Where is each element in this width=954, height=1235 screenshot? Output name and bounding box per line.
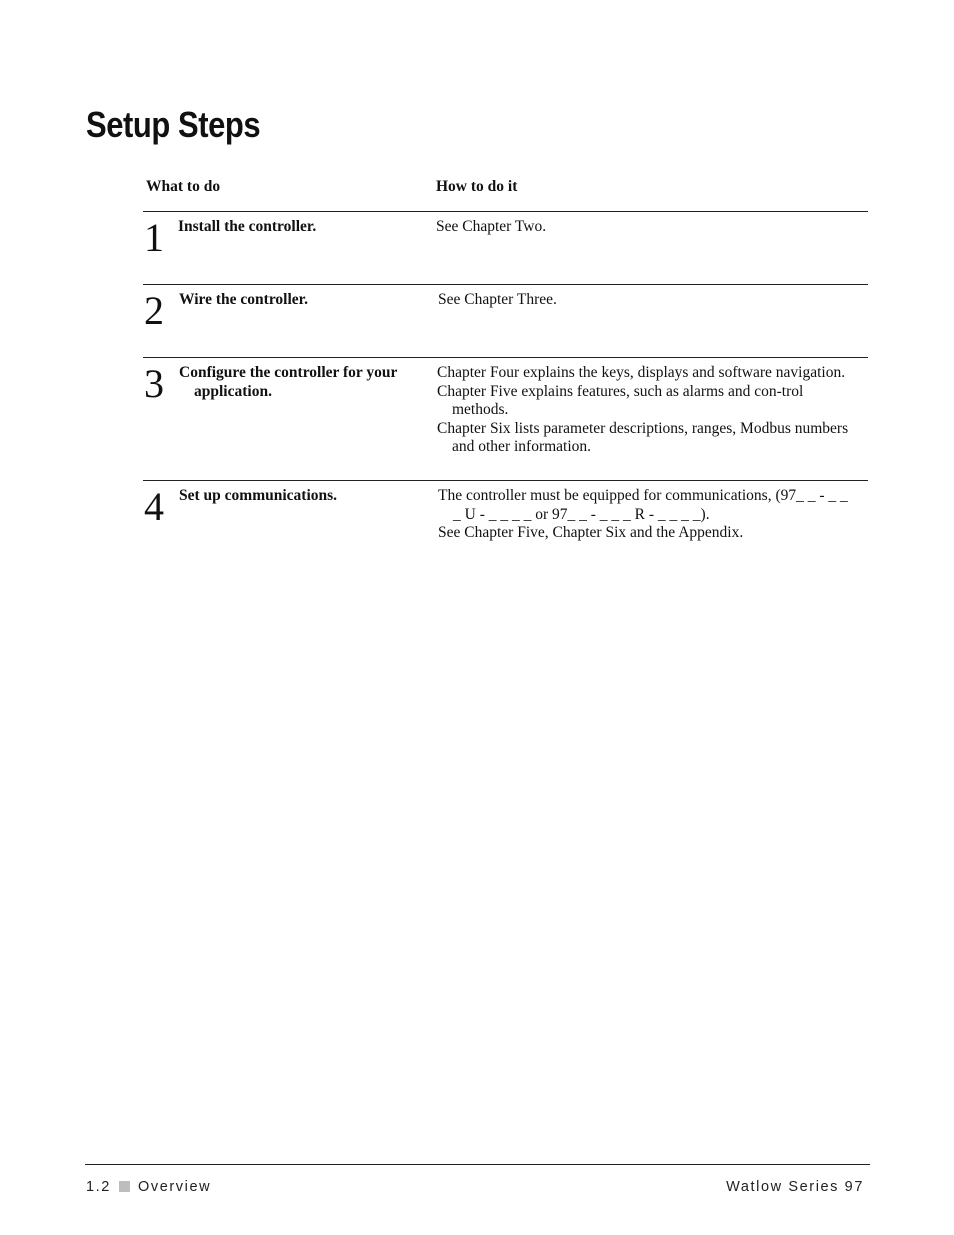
row-divider (143, 480, 868, 481)
section-name: Overview (137, 1179, 212, 1195)
step-number: 3 (144, 361, 164, 406)
page-number: 1.2 (86, 1179, 111, 1195)
instruction-line: See Chapter Two. (436, 218, 547, 235)
instruction-line: Chapter Six lists parameter descriptions, ranges, Modbus numbers and other information. (437, 419, 849, 456)
step-action (178, 217, 418, 236)
step-action-text: Install the controller. (178, 218, 317, 235)
footer-product: Watlow Series 97 (726, 1179, 864, 1195)
step-instructions (437, 364, 851, 457)
step-number: 1 (144, 215, 164, 260)
step-action-text: Configure the controller for your application. (179, 364, 398, 400)
row-divider (143, 284, 868, 285)
step-number: 4 (144, 484, 164, 529)
step-instructions (438, 291, 858, 310)
step-action (179, 290, 419, 309)
instruction-line: See Chapter Five, Chapter Six and the Appendix. (438, 524, 744, 542)
square-bullet-icon (119, 1181, 130, 1192)
step-action-text: Wire the controller. (179, 291, 309, 308)
step-number: 2 (144, 288, 164, 333)
step-action (179, 486, 419, 505)
instruction-line: See Chapter Three. (438, 291, 557, 308)
instruction-line: Chapter Five explains features, such as alarms and con-trol methods. (437, 382, 804, 419)
footer-divider (85, 1164, 870, 1165)
step-instructions (436, 218, 856, 237)
footer-left (86, 1179, 211, 1195)
page-title: Setup Steps (86, 104, 261, 145)
row-divider (143, 211, 868, 212)
instruction-line: The controller must be equipped for communications, (97_ _ - _ _ _ U - _ _ _ _ or 97_ _ - _ _ _ R - _ _ _ _). (438, 487, 848, 523)
row-divider (143, 357, 868, 358)
step-action-text: Set up communications. (179, 487, 338, 504)
step-instructions (438, 487, 858, 543)
instruction-line: Chapter Four explains the keys, displays and software navigation. (437, 364, 846, 381)
column-header-how: How to do it (436, 178, 518, 195)
step-action (179, 363, 419, 401)
column-header-what: What to do (146, 178, 221, 195)
